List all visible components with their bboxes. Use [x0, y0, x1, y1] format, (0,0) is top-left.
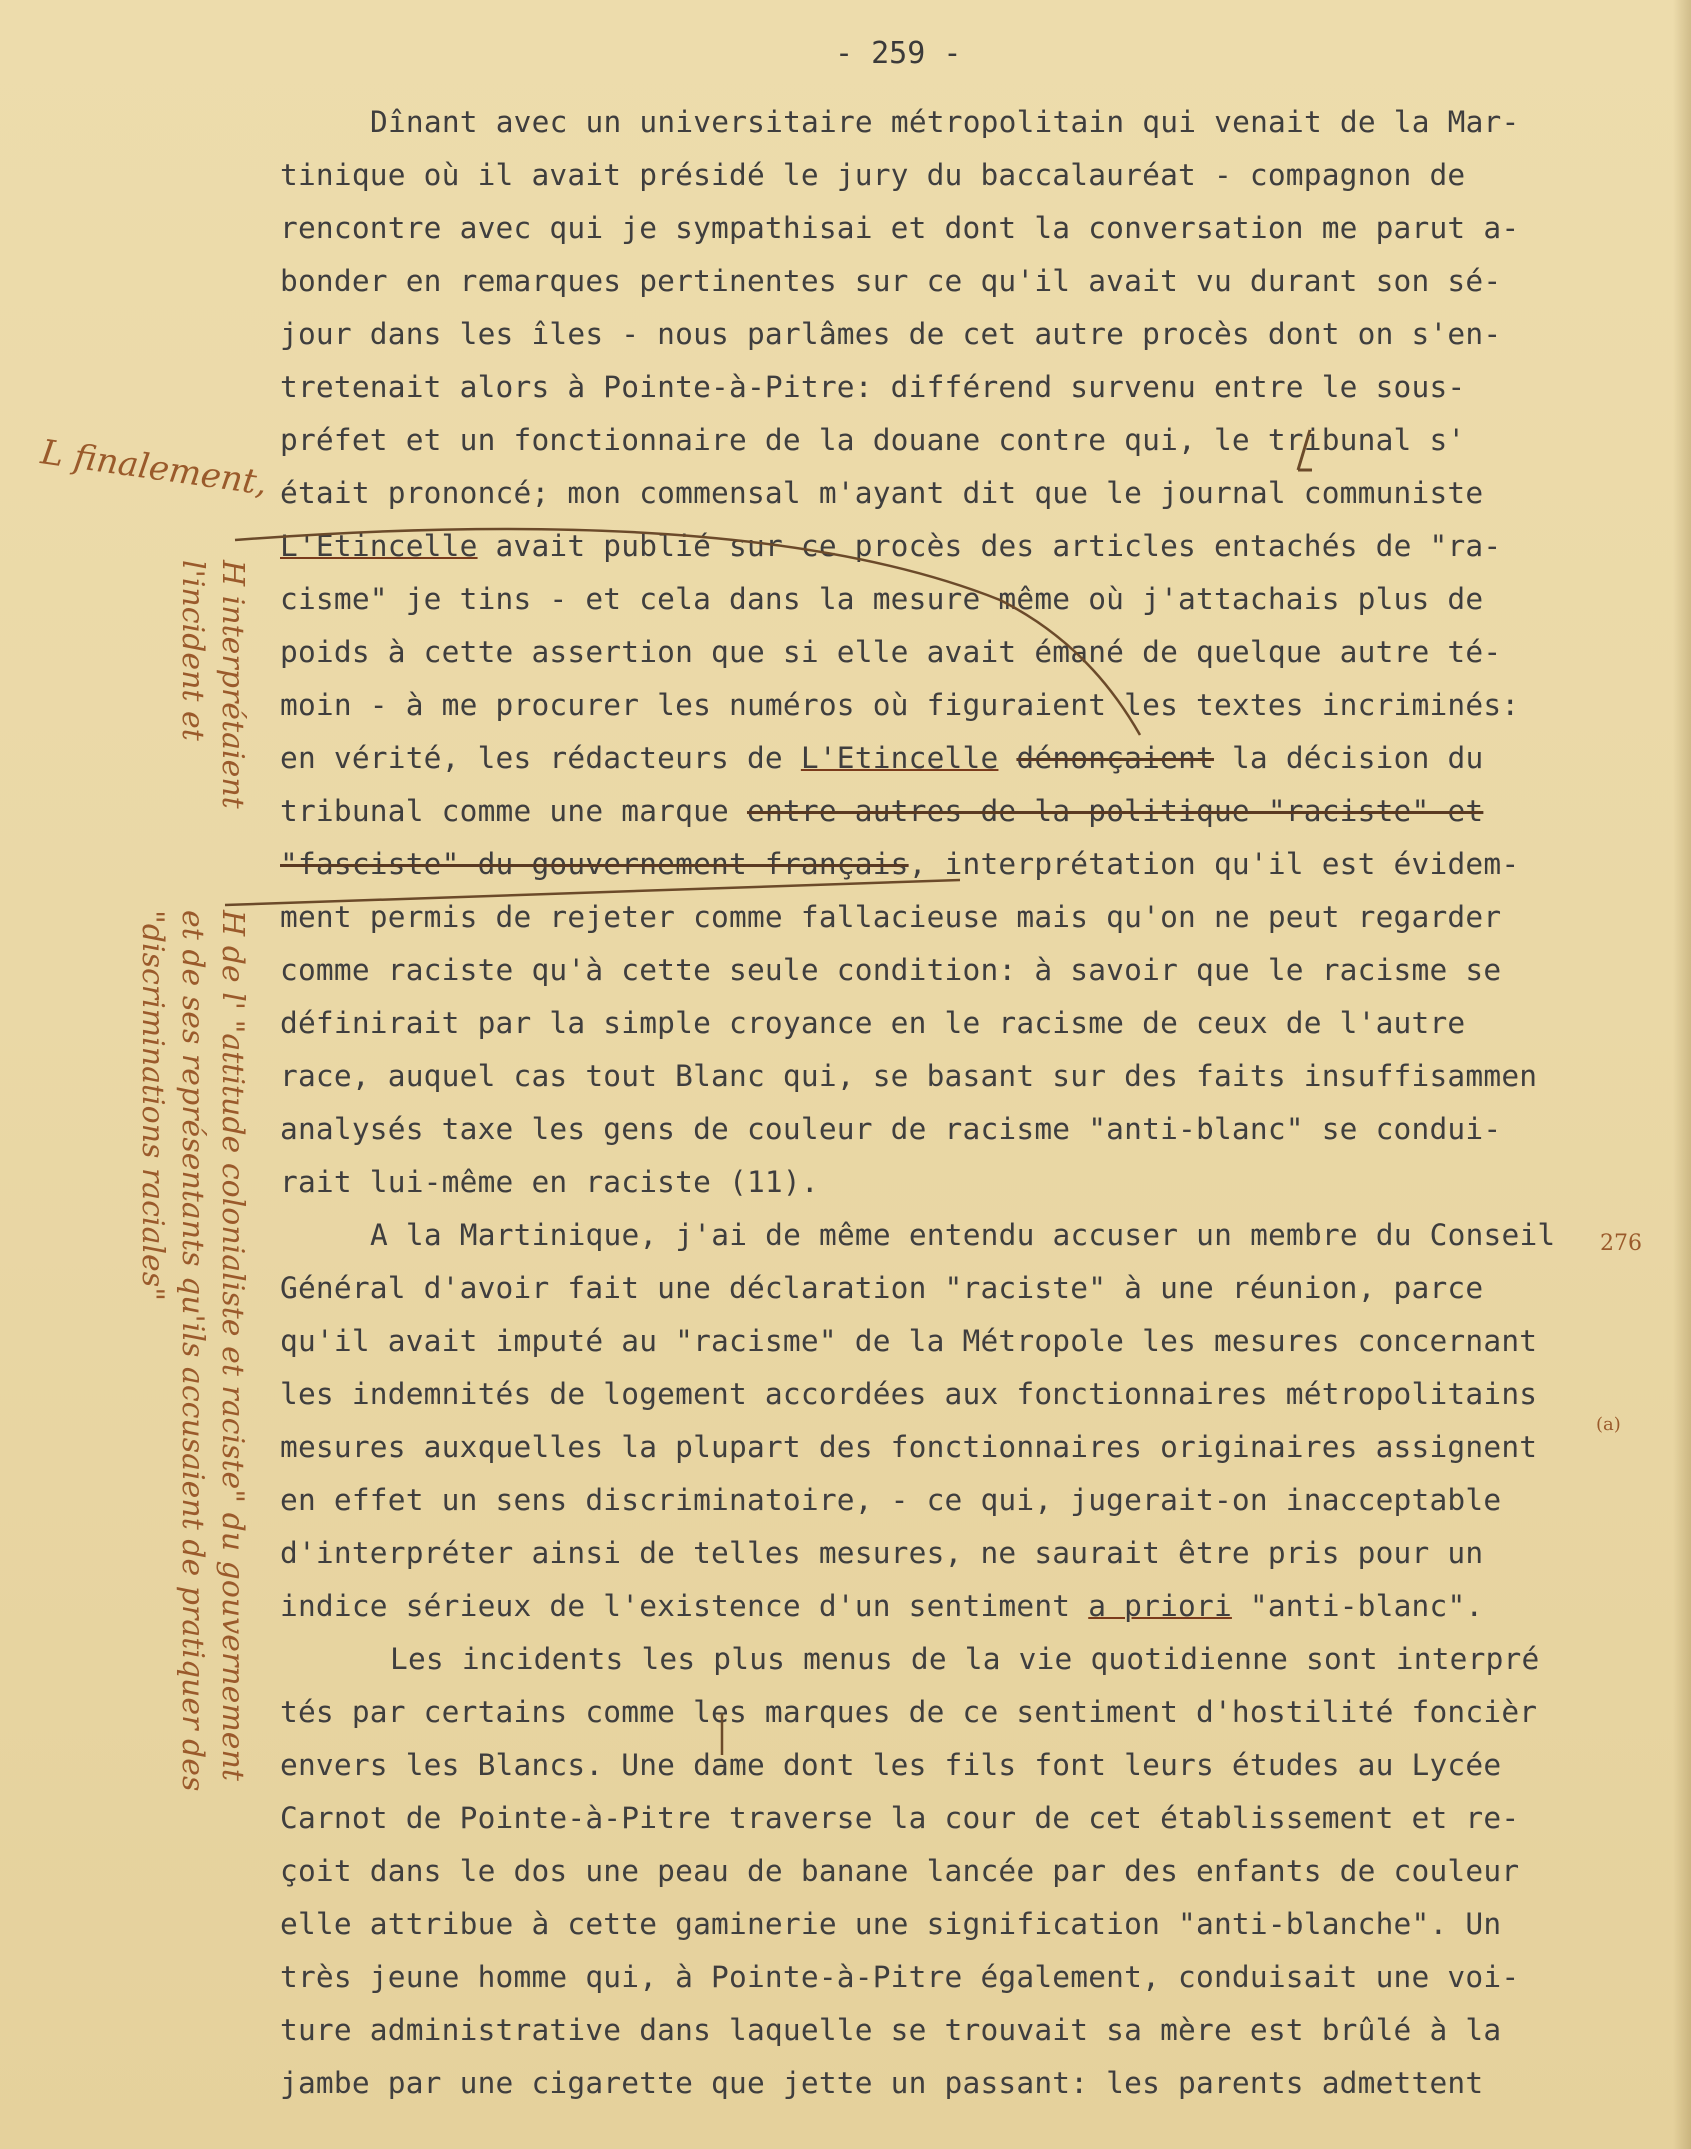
text-segment: la décision du — [1231, 741, 1484, 775]
text-line: définirait par la simple croyance en le racisme de ceux de l'autre — [280, 1006, 1466, 1040]
insertion-arrow — [225, 880, 960, 905]
text-segment: en vérité, les rédacteurs de — [280, 741, 783, 775]
text-line: Général d'avoir fait une déclaration "raciste" à une réunion, parce — [280, 1271, 1484, 1305]
small-mark-note: (a) — [1596, 1414, 1621, 1435]
text-line: était prononcé; mon commensal m'ayant dit que le journal communiste — [280, 476, 1484, 510]
text-segment: , interprétation qu'il est évidem- — [908, 847, 1520, 881]
text-line: très jeune homme qui, à Pointe-à-Pitre également, conduisait une voi- — [280, 1960, 1520, 1994]
text-segment: indice sérieux de l'existence d'un sentiment — [280, 1589, 1071, 1623]
text-line: tretenait alors à Pointe-à-Pitre: différend survenu entre le sous- — [280, 370, 1466, 404]
text-line: ture administrative dans laquelle se trouvait sa mère est brûlé à la — [280, 2013, 1502, 2047]
text-line: poids à cette assertion que si elle avait émané de quelque autre té- — [280, 635, 1502, 669]
margin-note-line: "discriminations raciales" — [135, 910, 170, 1301]
text-line: en effet un sens discriminatoire, - ce qui, jugerait-on inacceptable — [280, 1483, 1502, 1517]
text-line: A la Martinique, j'ai de même entendu accuser un membre du Conseil — [370, 1218, 1556, 1252]
underlined-title: L'Etincelle — [800, 741, 999, 775]
insertion-mark — [1298, 430, 1312, 470]
text-line: les indemnités de logement accordées aux fonctionnaires métropolitains — [280, 1377, 1538, 1411]
text-line: jour dans les îles - nous parlâmes de cet autre procès dont on s'en- — [280, 317, 1502, 351]
text-line: Dînant avec un universitaire métropolitain qui venait de la Mar- — [370, 105, 1520, 139]
margin-note-finalement: L finalement, — [38, 432, 270, 504]
text-line: rencontre avec qui je sympathisai et dont la conversation me parut a- — [280, 211, 1520, 245]
page-number: - 259 - — [835, 36, 962, 71]
text-line: d'interpréter ainsi de telles mesures, ne saurait être pris pour un — [280, 1536, 1484, 1570]
text-line: ment permis de rejeter comme fallacieuse mais qu'on ne peut regarder — [280, 900, 1502, 934]
text-line: moin - à me procurer les numéros où figuraient les textes incriminés: — [280, 688, 1520, 722]
margin-note-line: H de l' "attitude colonialiste et raciste" du gouvernement — [215, 910, 250, 1781]
struck-phrase: entre autres de la politique "raciste" et — [746, 794, 1484, 828]
text-line: race, auquel cas tout Blanc qui, se basant sur des faits insuffisammen — [280, 1059, 1538, 1093]
margin-note-line: et de ses représentants qu'ils accusaient de pratiquer des — [175, 910, 210, 1792]
text-line: jambe par une cigarette que jette un passant: les parents admettent — [280, 2066, 1484, 2100]
text-line: bonder en remarques pertinentes sur ce qu'il avait vu durant son sé- — [280, 264, 1502, 298]
page-ref-note: 276 — [1600, 1231, 1642, 1256]
struck-word: dénonçaient — [1016, 741, 1214, 775]
underlined-phrase: a priori — [1088, 1589, 1232, 1623]
text-line: Les incidents les plus menus de la vie quotidienne sont interpré — [390, 1642, 1540, 1676]
text-line: comme raciste qu'à cette seule condition: à savoir que le racisme se — [280, 953, 1502, 987]
margin-note-line: l'incident et — [175, 560, 210, 741]
struck-phrase: "fasciste" du gouvernement français — [280, 847, 909, 881]
text-line: cisme" je tins - et cela dans la mesure même où j'attachais plus de — [280, 582, 1484, 616]
text-line: analysés taxe les gens de couleur de racisme "anti-blanc" se condui- — [280, 1112, 1502, 1146]
text-line: mesures auxquelles la plupart des fonctionnaires originaires assignent — [280, 1430, 1538, 1464]
text-line: préfet et un fonctionnaire de la douane contre qui, le tribunal s' — [280, 423, 1466, 457]
margin-note-attitude — [132, 910, 252, 1791]
transposition-curve — [235, 529, 1140, 735]
text-line: qu'il avait imputé au "racisme" de la Métropole les mesures concernant — [280, 1324, 1538, 1358]
underlined-title: L'Etincelle — [280, 529, 478, 563]
margin-notes — [0, 0, 280, 2149]
text-line: Carnot de Pointe-à-Pitre traverse la cour de cet établissement et re- — [280, 1801, 1520, 1835]
text-segment: "anti-blanc". — [1249, 1589, 1484, 1623]
text-line: tés par certains comme les marques de ce sentiment d'hostilité foncièr — [280, 1695, 1538, 1729]
text-line: rait lui-même en raciste (11). — [280, 1165, 819, 1199]
text-line: elle attribue à cette gaminerie une signification "anti-blanche". Un — [280, 1907, 1502, 1941]
margin-note-interpretaient — [172, 560, 252, 809]
text-line: envers les Blancs. Une dame dont les fils font leurs études au Lycée — [280, 1748, 1502, 1782]
text-line: çoit dans le dos une peau de banane lancée par des enfants de couleur — [280, 1854, 1520, 1888]
margin-note-line: H interprétaient — [215, 560, 250, 809]
text-line: tinique où il avait présidé le jury du baccalauréat - compagnon de — [280, 158, 1466, 192]
text-segment: avait publié sur ce procès des articles entachés de "ra- — [495, 529, 1502, 563]
text-segment: tribunal comme une marque — [280, 794, 730, 828]
